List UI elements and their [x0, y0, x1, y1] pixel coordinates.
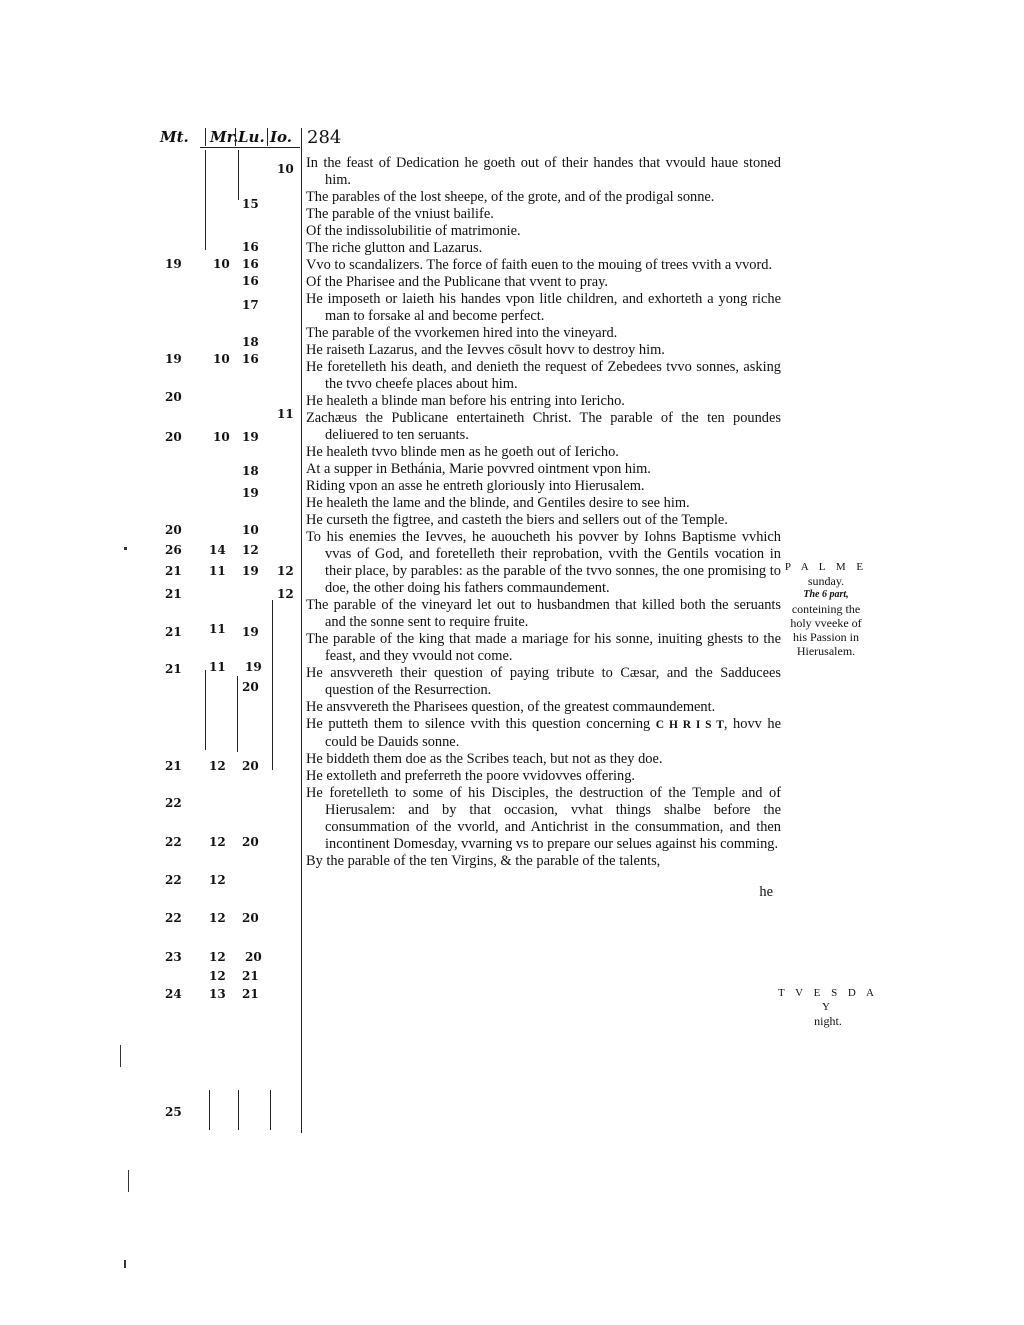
entry: The parables of the lost sheepe, of the grote, and of the prodigal sonne. [306, 189, 715, 205]
margin-note-line: his Passion in [792, 630, 859, 644]
ref-lu: 12 [242, 543, 259, 557]
ref-mt: 21 [165, 587, 182, 601]
ref-mt: 23 [165, 950, 182, 964]
ref-mt: 26 [165, 543, 182, 557]
ref-mt: 25 [165, 1105, 182, 1119]
ref-mt: 22 [165, 835, 182, 849]
ref-lu: 16 [242, 352, 259, 366]
ref-lu: 20 [242, 835, 259, 849]
header-lu: Lu. [238, 128, 265, 146]
rule-mr-3 [209, 1090, 210, 1130]
ref-lu: 16 [242, 274, 259, 288]
entry: He imposeth or laieth his handes vpon litle children, and exhorteth a yong riche man to forsake al and become perfect. [306, 291, 781, 324]
ref-mr: 13 [209, 987, 226, 1001]
entry: At a supper in Bethánia, Marie povvred ointment vpon him. [306, 461, 651, 477]
ref-mr: 11 [209, 564, 226, 578]
margin-note-line: night. [814, 1014, 842, 1028]
entry: He extolleth and preferreth the poore vvidovves offering. [306, 768, 636, 784]
ref-io: 10 [277, 162, 294, 176]
rule-lu-3 [238, 1090, 239, 1130]
ref-mr: 10 [213, 257, 230, 271]
ref-lu: 20 [245, 950, 262, 964]
entry: Zachæus the Publicane entertaineth Christ. The parable of the ten poundes deliuered to ten seruants. [306, 410, 781, 443]
entry: He ansvvereth the Pharisees question, of the greatest commaundement. [306, 699, 716, 715]
entry: Of the Pharisee and the Publicane that vvent to pray. [306, 274, 608, 290]
ref-mr: 12 [209, 911, 226, 925]
ref-mt: 24 [165, 987, 182, 1001]
ref-mr: 12 [209, 759, 226, 773]
ref-mt: 22 [165, 911, 182, 925]
ref-mt: 20 [165, 523, 182, 537]
entry: He curseth the figtree, and casteth the biers and sellers out of the Temple. [306, 512, 728, 528]
ref-mr: 12 [209, 950, 226, 964]
ref-lu: 16 [242, 257, 259, 271]
ref-mr: 12 [209, 835, 226, 849]
entry: He biddeth them doe as the Scribes teach, but not as they doe. [306, 751, 663, 767]
ref-mt: 21 [165, 759, 182, 773]
ref-lu: 15 [242, 197, 259, 211]
ref-lu: 20 [242, 911, 259, 925]
entry: Vvo to scandalizers. The force of faith euen to the mouing of trees vvith a vvord. [306, 257, 773, 273]
scan-speck [124, 1260, 126, 1268]
ref-mt: 20 [165, 390, 182, 404]
rule-mr-2 [205, 670, 206, 750]
margin-note-line: conteining the [791, 602, 861, 616]
ref-lu: 17 [242, 298, 259, 312]
entry-part: He putteth them to silence vvith this question concerning [306, 716, 651, 732]
entry: By the parable of the ten Virgins, & the parable of the talents, [306, 853, 661, 869]
entry: Riding vpon an asse he entreth gloriously into Hierusalem. [306, 478, 645, 494]
ref-mr: 12 [209, 969, 226, 983]
ref-io: 12 [277, 564, 294, 578]
entry: He healeth a blinde man before his entring into Iericho. [306, 393, 625, 409]
header-rule [200, 147, 300, 148]
entry: The parable of the vineyard let out to husbandmen that killed both the seruants and the sonne sent to require fruite. [306, 597, 781, 630]
margin-note-line: holy vveeke of [790, 616, 862, 630]
ref-lu: 21 [242, 987, 259, 1001]
margin-note-tuesday-night [778, 986, 878, 1028]
entry: He healeth tvvo blinde men as he goeth out of Iericho. [306, 444, 619, 460]
entry: The parable of the vvorkemen hired into the vineyard. [306, 325, 618, 341]
ref-mt: 22 [165, 873, 182, 887]
margin-note-line: The 6 part, [803, 589, 849, 600]
entry: The riche glutton and Lazarus. [306, 240, 483, 256]
entry: To his enemies the Ievves, he auoucheth his povver by Iohns Baptisme vvhich vvas of God, and foretelleth their reprobation, vvith the Gentils vocation in their place, by parables: as the parable of the tvvo sonnes, the one promising to doe, the other doing his fathers commaundement. [306, 529, 781, 596]
rule-lu-1 [238, 150, 239, 200]
ref-lu: 16 [242, 240, 259, 254]
ref-io: 11 [277, 407, 294, 421]
margin-note-line: sunday. [807, 574, 845, 588]
ref-lu: 20 [242, 680, 259, 694]
scan-speck [124, 547, 127, 550]
rule-lu-2 [237, 676, 238, 752]
scan-speck [120, 1045, 121, 1067]
entry-part: , hovv he could be Dauids sonne. [325, 716, 781, 750]
ref-mr: 10 [213, 352, 230, 366]
ref-lu: 20 [242, 759, 259, 773]
ref-mr: 14 [209, 543, 226, 557]
catchword: he [759, 884, 773, 901]
rule-mr-1 [205, 150, 206, 250]
page-number: 284 [307, 127, 342, 148]
entry: The parable of the vniust bailife. [306, 206, 494, 222]
ref-mr: 11 [209, 622, 226, 636]
entry: Of the indissolubilitie of matrimonie. [306, 223, 521, 239]
header-io: Io. [270, 128, 292, 146]
entry: He foretelleth his death, and denieth the request of Zebedees tvvo sonnes, asking the tvvo cheefe places about him. [306, 359, 781, 392]
rule-io-1 [272, 600, 273, 770]
entry: He foretelleth to some of his Disciples, the destruction of the Temple and of Hierusalem: and by that occasion, vvhat things shalbe before the consummation of the vvorld, and Antichrist in the consummation, and then incontinent Domesday, vvarning vs to prepare our selues against his comming. [306, 785, 781, 852]
ref-mt: 19 [165, 352, 182, 366]
margin-note-line: Hierusalem. [796, 644, 856, 658]
entry: He healeth the lame and the blinde, and Gentiles desire to see him. [306, 495, 690, 511]
entry: He raiseth Lazarus, and the Ievves cōsult hovv to destroy him. [306, 342, 665, 358]
header-mr: Mr. [210, 128, 239, 146]
ref-mr: 10 [213, 430, 230, 444]
margin-note-title: P A L M E [784, 561, 868, 573]
ref-mt: 21 [165, 625, 182, 639]
entry: In the feast of Dedication he goeth out of their handes that vvould haue stoned him. [306, 155, 781, 188]
ref-lu: 19 [242, 430, 259, 444]
ref-lu: 19 [245, 660, 262, 674]
ref-mr: 12 [209, 873, 226, 887]
rule-io-2 [270, 1090, 271, 1130]
ref-mt: 20 [165, 430, 182, 444]
ref-mt: 21 [165, 564, 182, 578]
ref-mr: 11 [209, 660, 226, 674]
summary-entries [306, 155, 781, 916]
ref-lu: 19 [242, 486, 259, 500]
scan-speck [128, 1170, 129, 1192]
ref-io: 12 [277, 587, 294, 601]
ref-mt: 21 [165, 662, 182, 676]
ref-mt: 22 [165, 796, 182, 810]
margin-note-palme-sunday [770, 560, 882, 658]
ref-lu: 19 [242, 564, 259, 578]
ref-lu: 19 [242, 625, 259, 639]
ref-mt: 19 [165, 257, 182, 271]
ref-lu: 10 [242, 523, 259, 537]
margin-note-title: T V E S D A Y [778, 987, 878, 1013]
rule-lu-io-head [267, 128, 268, 146]
header-mt: Mt. [160, 128, 189, 146]
entry [306, 716, 781, 751]
christ-smallcaps: C H R I S T [655, 719, 724, 731]
ref-lu: 18 [242, 464, 259, 478]
entry: The parable of the king that made a mariage for his sonne, inuiting ghests to the feast, and they vvould not come. [306, 631, 781, 664]
ref-lu: 21 [242, 969, 259, 983]
rule-mr-lu-head [235, 128, 236, 146]
ref-lu: 18 [242, 335, 259, 349]
entry: He ansvvereth their question of paying tribute to Cæsar, and the Sadducees question of the Resurrection. [306, 665, 781, 698]
rule-text-column [301, 128, 302, 1133]
rule-mt-mr-head [205, 128, 206, 146]
